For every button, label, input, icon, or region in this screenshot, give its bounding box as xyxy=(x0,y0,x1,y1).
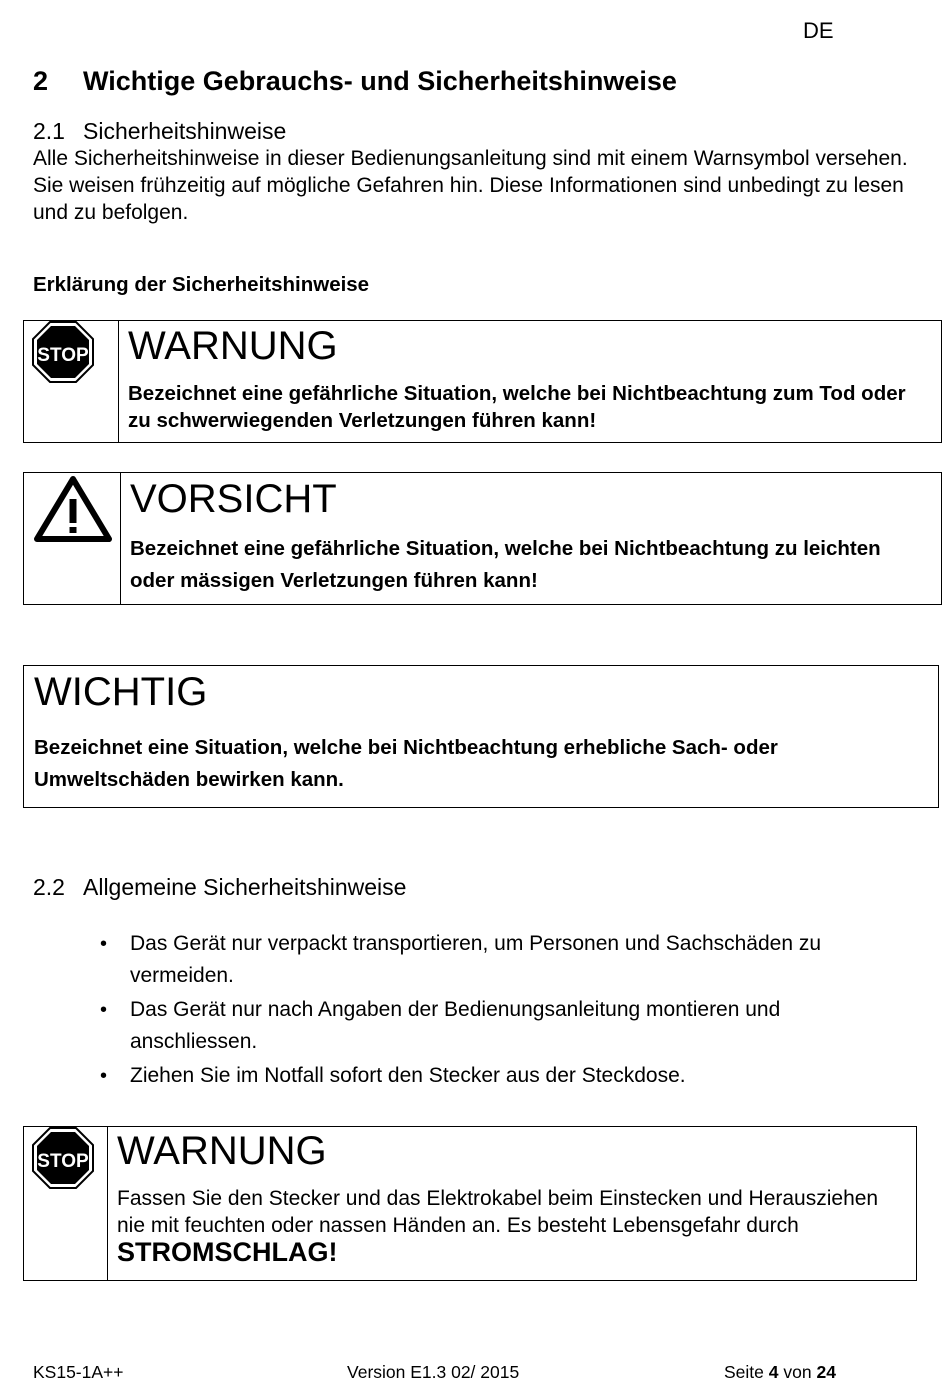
important-title: WICHTIG xyxy=(34,670,208,714)
section-2-title: Wichtige Gebrauchs- und Sicherheitshinweise xyxy=(83,66,677,96)
electric-warning-title: WARNUNG xyxy=(117,1129,327,1173)
footer-model: KS15-1A++ xyxy=(33,1362,124,1382)
footer-version: Version E1.3 02/ 2015 xyxy=(347,1362,520,1382)
stop-sign-label: STOP xyxy=(37,1151,89,1172)
footer-page-separator: von xyxy=(783,1362,812,1382)
safety-bullet-list xyxy=(100,928,910,1094)
warning-box xyxy=(23,320,942,443)
caution-content xyxy=(130,473,941,604)
warning-title: WARNUNG xyxy=(128,324,338,368)
warning-content xyxy=(128,321,941,442)
list-item: • Das Gerät nur verpackt transportieren, um Personen und Sachschäden zu vermeiden. xyxy=(100,928,910,992)
warning-triangle-icon xyxy=(34,475,112,543)
electric-warning-box xyxy=(23,1126,917,1281)
section-2-1-title: Sicherheitshinweise xyxy=(83,118,287,144)
explanation-subheading: Erklärung der Sicherheitshinweise xyxy=(33,273,370,296)
section-2-2-title: Allgemeine Sicherheitshinweise xyxy=(83,874,407,900)
footer-page-current: 4 xyxy=(768,1362,779,1382)
caution-box xyxy=(23,472,942,605)
language-label: DE xyxy=(803,18,834,43)
stop-sign-icon xyxy=(32,321,94,383)
stop-sign-label: STOP xyxy=(37,345,89,366)
caution-text: Bezeichnet eine gefährliche Situation, welche bei Nichtbeachtung zu leichten oder mässigen Verletzungen führen kann! xyxy=(130,537,881,592)
footer-page-info xyxy=(724,1362,836,1383)
list-item: • Ziehen Sie im Notfall sofort den Stecker aus der Steckdose. xyxy=(100,1060,910,1092)
electric-warning-text-block xyxy=(117,1185,887,1268)
warning-text: Bezeichnet eine gefährliche Situation, welche bei Nichtbeachtung zum Tod oder zu schwerwiegenden Verletzungen führen kann! xyxy=(128,382,906,432)
footer-page-total: 24 xyxy=(816,1362,836,1382)
important-text: Bezeichnet eine Situation, welche bei Nichtbeachtung erhebliche Sach- oder Umweltschäden bewirken kann. xyxy=(34,736,778,791)
caution-title: VORSICHT xyxy=(130,477,337,521)
electric-warning-text: Fassen Sie den Stecker und das Elektrokabel beim Einstecken und Herausziehen nie mit feuchten oder nassen Händen an. Es besteht Lebensgefahr durch xyxy=(117,1187,879,1237)
list-item: • Das Gerät nur nach Angaben der Bedienungsanleitung montieren und anschliessen. xyxy=(100,994,910,1058)
footer-page-prefix: Seite xyxy=(724,1362,764,1382)
section-2-1-number: 2.1 xyxy=(33,118,65,144)
section-2-2-heading xyxy=(33,874,406,901)
important-box xyxy=(23,665,939,808)
section-2-2-number: 2.2 xyxy=(33,874,65,900)
electric-warning-icon-cell xyxy=(24,1127,108,1280)
warning-icon-cell xyxy=(24,321,119,442)
section-2-number: 2 xyxy=(33,66,49,96)
section-2-heading xyxy=(33,66,677,97)
electric-warning-content xyxy=(117,1127,916,1280)
caution-icon-cell xyxy=(24,473,121,604)
electric-shock-emphasis: STROMSCHLAG! xyxy=(117,1237,338,1267)
section-2-1-heading xyxy=(33,118,286,145)
intro-paragraph: Alle Sicherheitshinweise in dieser Bedienungsanleitung sind mit einem Warnsymbol versehen. Sie weisen frühzeitig auf mögliche Gefahren hin. Diese Informationen sind unbedingt zu lesen und zu befolgen. xyxy=(33,147,908,224)
stop-sign-icon xyxy=(32,1127,94,1189)
